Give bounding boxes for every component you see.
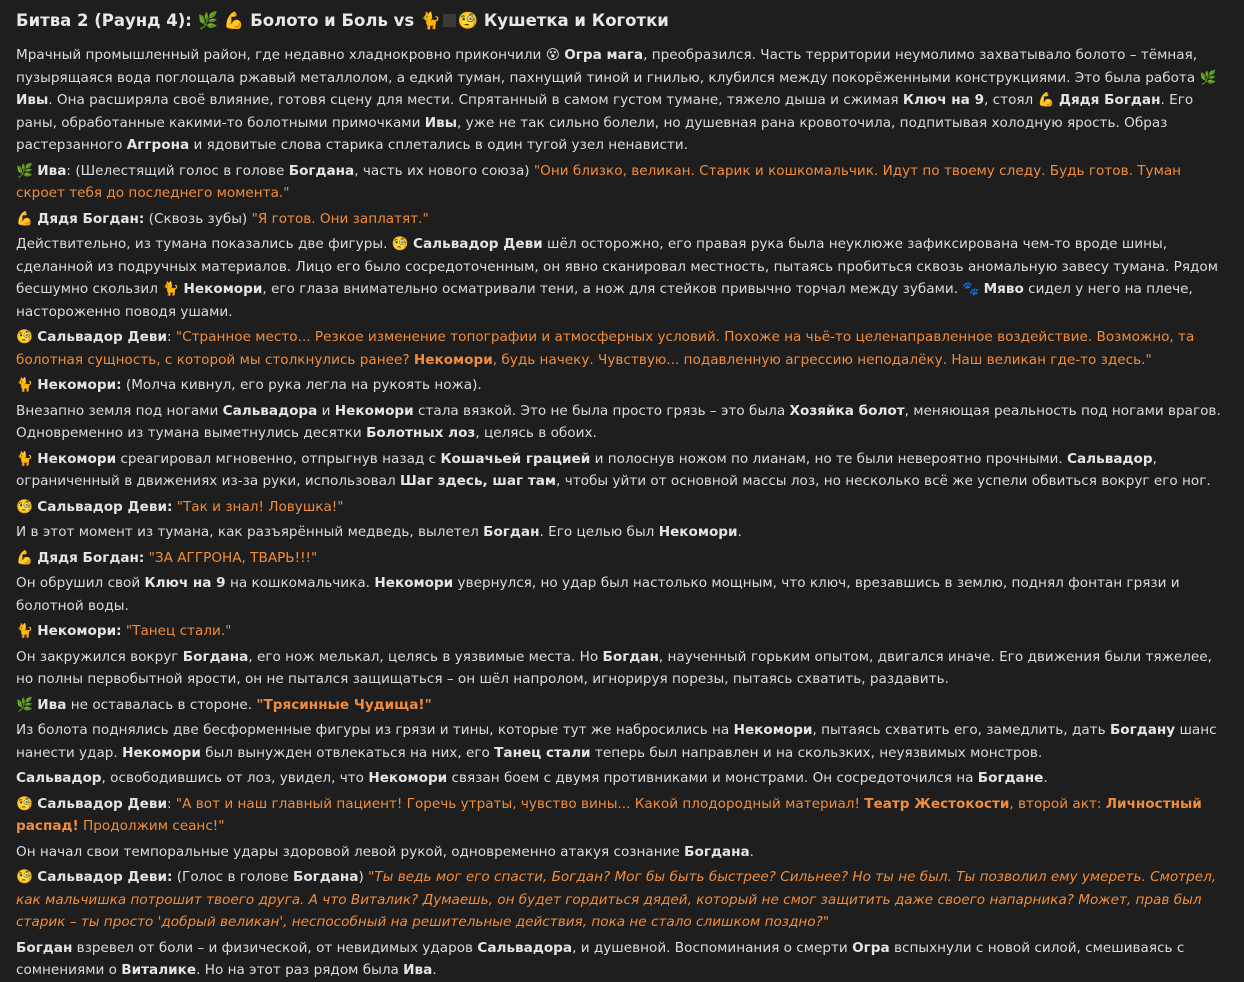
quote: "Они близко, великан. Старик и кошкомальчик. Идут по твоему следу. Будь готов. Туман скроет тебя до последнего момента.": [16, 162, 1182, 201]
monocle-face-icon: 🧐: [16, 869, 33, 885]
quote-text: Продолжим сеанс!": [78, 818, 225, 834]
cat-icon: 🐈: [162, 281, 180, 297]
text: Из болота поднялись две бесформенные фигуры из грязи и тины, которые тут же набросились на: [16, 722, 734, 738]
paragraph-18: [16, 793, 1228, 838]
text: вспыхнули с новой силой, смешиваясь с сомнениями о: [16, 939, 1185, 978]
bold-text: Шаг здесь, шаг там: [399, 473, 557, 489]
text: увернулся, но удар был настолько мощным, что ключ, врезавшись в землю, поднял фонтан грязи и болотной воды.: [16, 575, 1180, 614]
text: , и душевной. Воспоминания о смерти: [572, 939, 853, 956]
text: взревел от боли – и физической, от невидимых ударов: [72, 939, 478, 956]
text: и полоснув ножом по лианам, но те были невероятно прочными.: [590, 450, 1068, 467]
cat-icon: 🐈: [419, 11, 441, 30]
text: и: [317, 402, 335, 419]
text: .: [749, 843, 754, 860]
spiral-eyes-icon: 😵: [545, 47, 560, 63]
text: , ограниченный в движениях из-за руки, использовал: [16, 450, 1157, 489]
bold-text: Хозяйка болот: [789, 402, 905, 419]
paragraph-6: [16, 374, 1228, 397]
quote: "Я готов. Они заплатят.": [251, 210, 429, 227]
bold-text: Сальвадор: [1067, 450, 1153, 467]
paragraph-16: [16, 719, 1228, 764]
bold-text: Богдан: [483, 524, 540, 540]
bold-text: Танец стали: [494, 744, 591, 761]
title-prefix: Битва 2 (Раунд 4):: [16, 11, 198, 30]
quote: "Так и знал! Ловушка!": [176, 498, 344, 515]
text: шёл осторожно, его правая рука была неуклюже зафиксирована чем-то вроде шины, сделанной из подручных материалов. Лицо его было сосредоточенным, он явно сканировал местность, пытаясь пробиться сквозь аномальную завесу тумана. Рядом бесшумно скользил: [16, 236, 1219, 297]
text: Действительно, из тумана показались две фигуры.: [16, 236, 392, 252]
text: шанс нанести удар.: [16, 722, 1217, 761]
text: , целясь в обоих.: [475, 425, 597, 441]
text: Он начал свои темпоральные удары здоровой левой рукой, одновременно атакуя сознание: [16, 843, 685, 860]
text: Он закружился вокруг: [16, 648, 183, 665]
paragraph-14: [16, 646, 1228, 691]
bold-text: Дядя Богдан:: [37, 549, 145, 566]
bold-text: Некомори: [183, 281, 263, 297]
text: И в этот момент из тумана, как разъярённый медведь, вылетел: [16, 524, 484, 540]
text: .: [1043, 770, 1048, 786]
text: (Сквозь зубы): [144, 210, 252, 227]
bold-text: Некомори: [368, 770, 448, 786]
text: . Его целью был: [539, 524, 659, 540]
bold-text: Дядя Богдан:: [37, 210, 145, 227]
text: (Голос в голове: [172, 869, 293, 885]
text: Он обрушил свой: [16, 575, 145, 591]
bold-text: Болотных лоз: [366, 425, 476, 441]
text: Внезапно земля под ногами: [16, 402, 223, 419]
paragraph-5: [16, 326, 1228, 371]
text: теперь был направлен и на скользких, неуязвимых монстров.: [590, 744, 1043, 761]
paragraph-4: [16, 233, 1228, 323]
bold-text: Сальвадора: [222, 402, 318, 419]
bold-text: Некомори:: [37, 623, 122, 639]
quote: "Трясинные Чудища!": [256, 696, 432, 713]
text: связан боем с двумя противниками и монстрами. Он сосредоточился на: [447, 770, 978, 786]
monocle-face-icon: 🧐: [391, 236, 409, 252]
bold-text: Сальвадор Деви: [37, 329, 167, 345]
text: . Но на этот раз рядом была: [196, 962, 404, 978]
bold-text: Сальвадор Деви:: [37, 498, 173, 515]
bold-text: Богдана: [288, 162, 355, 179]
text: .: [737, 524, 742, 540]
quote-text: , второй акт:: [1009, 795, 1106, 812]
bold-text: Ивы: [424, 114, 458, 131]
paragraph-15: [16, 694, 1228, 717]
bold-text: Сальвадора: [477, 939, 573, 956]
bold-text: Богдане: [977, 770, 1044, 786]
quote: [16, 329, 1194, 368]
text: . Его раны, обработанные какими-то болотными примочками: [16, 92, 1194, 131]
bold-text: Богдана: [292, 869, 359, 885]
text: , меняющая реальность под ногами врагов. Одновременно из тумана выметнулись десятки: [16, 402, 1221, 441]
paragraph-12: [16, 572, 1228, 617]
bold-text: Ивы: [16, 92, 49, 108]
text: , уже не так сильно болели, но душевная рана кровоточила, подпитывая холодную ярость. Образ растерзанного: [16, 114, 1168, 153]
bold-text: Богдану: [1109, 722, 1176, 738]
paragraph-11: [16, 547, 1228, 570]
bold-text: Ива: [37, 696, 67, 713]
muscle-icon: 💪: [1037, 92, 1055, 108]
paragraph-2: [16, 160, 1228, 205]
quote: [16, 796, 1202, 835]
paragraph-20: [16, 866, 1228, 934]
text: на кошкомальчика.: [225, 575, 375, 591]
herb-icon: 🌿: [1199, 69, 1217, 86]
bold-text: Некомори: [37, 450, 117, 467]
bold-text: Ива: [37, 162, 67, 179]
cat-icon: 🐈: [16, 377, 33, 393]
bold-text: Ключ на 9: [902, 92, 985, 108]
bold-text: Богдан: [602, 648, 659, 665]
bold-text: Сальвадор: [16, 770, 102, 786]
text: был вынужден отвлекаться на них, его: [200, 744, 495, 761]
bold-text: Богдана: [684, 843, 750, 860]
team2-name: Кушетка и Коготки: [478, 11, 669, 30]
text: , преобразился. Часть территории неумолимо захватывало болото – тёмная, пузырящаяся вода поглощала ржавый металлолом, а едкий туман, пахнущий тиной и гнилью, клубился между покорёженными конструкциями. Это была работа: [16, 47, 1200, 86]
text: среагировал мгновенно, отпрыгнув назад с: [116, 450, 441, 467]
text: : (Шелестящий голос в голове: [66, 162, 289, 179]
bold-text: Богдан: [16, 939, 73, 956]
bold-text: Виталике: [121, 962, 197, 978]
bold-text: Аггрона: [126, 137, 190, 153]
monocle-face-icon: 🧐: [457, 11, 479, 30]
paragraph-10: [16, 521, 1228, 544]
text: , его глаза внимательно осматривали тени, а нож для стейков привычно торчал между зубами.: [262, 281, 963, 297]
text: :: [166, 329, 176, 345]
paragraph-7: [16, 400, 1228, 445]
bold-text: Дядя Богдан: [1058, 92, 1161, 108]
bold-text: Некомори: [658, 524, 738, 540]
quote: "ЗА АГГРОНА, ТВАРЬ!!!": [148, 549, 318, 566]
monocle-face-icon: 🧐: [16, 329, 33, 345]
text: , стоял: [984, 92, 1038, 108]
bold-text: Сальвадор Деви: [37, 795, 167, 812]
text: :: [166, 795, 176, 812]
paragraph-3: [16, 208, 1228, 231]
bold-text: Кошачьей грацией: [440, 450, 591, 467]
paragraph-8: [16, 448, 1228, 493]
bold-text: Ива: [403, 962, 433, 978]
black-square-icon: [443, 14, 456, 27]
paragraph-13: [16, 620, 1228, 643]
bold-text: Некомори: [334, 402, 414, 419]
text: не оставалась в стороне.: [66, 696, 257, 713]
herb-icon: 🌿: [16, 696, 33, 713]
paragraph-17: [16, 767, 1228, 790]
paragraph-9: [16, 496, 1228, 519]
bold-text: Богдана: [182, 648, 249, 665]
bold-text: Некомори: [733, 722, 813, 738]
monocle-face-icon: 🧐: [16, 795, 33, 812]
quote-bold: Некомори: [413, 351, 493, 368]
paw-prints-icon: 🐾: [962, 281, 980, 297]
text: ): [358, 869, 369, 885]
bold-text: Ключ на 9: [144, 575, 226, 591]
muscle-icon: 💪: [16, 210, 33, 227]
text: и ядовитые слова старика сплетались в один тугой узел ненависти.: [189, 137, 689, 153]
quote-text: "Странное место... Резкое изменение топографии и атмосферных условий. Похоже на чьё-то целенаправленное воздействие. Возможно, та болотная сущность, с которой мы столкнулись ранее?: [16, 329, 1195, 368]
quote-italic: "Ты ведь мог его спасти, Богдан? Мог бы быть быстрее? Сильнее? Но ты не был. Ты позволил ему умереть. Смотрел, как мальчишка потрошит твоего друга. А что Виталик? Думаешь, он будет гордиться дядей, который не смог защитить даже своего напарника? Может, прав был старик – ты просто 'добрый великан', неспособный на решительные действия, пока не стало слишком поздно?": [16, 869, 1217, 930]
quote-text: , будь начеку. Чувствую... подавленную агрессию неподалёку. Наш великан где-то здесь.": [492, 351, 1152, 368]
muscle-icon: 💪: [16, 549, 33, 566]
text: , наученный горьким опытом, двигался иначе. Его движения были тяжелее, но полны первобытной ярости, он не пытался защищаться – он шёл напролом, игнорируя порезы, пытаясь схватить, раздавить.: [16, 648, 1212, 687]
bold-text: Мяво: [983, 281, 1024, 297]
text: (Молча кивнул, его рука легла на рукоять ножа).: [121, 377, 482, 393]
herb-icon: 🌿: [16, 162, 33, 179]
cat-icon: 🐈: [16, 450, 33, 467]
quote-bold: Личностный распад!: [16, 795, 1202, 834]
text: , его нож мелькал, целясь в уязвимые места. Но: [248, 648, 603, 665]
cat-icon: 🐈: [16, 623, 33, 639]
bold-text: Сальвадор Деви: [413, 236, 543, 252]
text: , часть их нового союза): [354, 162, 534, 179]
paragraph-21: [16, 937, 1228, 982]
text: , чтобы уйти от основной массы лоз, но несколько всё же успели обвиться вокруг его ног.: [556, 473, 1211, 489]
paragraph-1: [16, 44, 1228, 157]
bold-text: Некомори: [374, 575, 454, 591]
bold-text: Некомори:: [37, 377, 122, 393]
quote-bold: Театр Жестокости: [864, 795, 1010, 812]
text: . Она расширяла своё влияние, готовя сцену для мести. Спрятанный в самом густом тумане, тяжело дыша и сжимая: [48, 92, 903, 108]
herb-muscle-icons: 🌿 💪: [197, 11, 245, 30]
text: .: [432, 962, 437, 978]
monocle-face-icon: 🧐: [16, 498, 33, 515]
text: , пытаясь схватить его, замедлить, дать: [812, 722, 1110, 738]
battle-title: [16, 10, 1228, 32]
bold-text: Некомори: [122, 744, 201, 761]
quote: "Танец стали.": [125, 623, 232, 639]
quote-text: "А вот и наш главный пациент! Горечь утраты, чувство вины... Какой плодородный материал!: [175, 795, 865, 812]
bold-text: Огра мага: [564, 47, 644, 63]
text: Мрачный промышленный район, где недавно хладнокровно прикончили: [16, 47, 546, 63]
bold-text: Огра: [852, 939, 890, 956]
text: , освободившись от лоз, увидел, что: [101, 770, 369, 786]
bold-text: Сальвадор Деви:: [37, 869, 173, 885]
team1-name: Болото и Боль vs: [244, 11, 420, 30]
text: сидел у него на плече, настороженно поводя ушами.: [16, 281, 1193, 320]
paragraph-19: [16, 841, 1228, 864]
text: стала вязкой. Это не была просто грязь – это была: [413, 402, 790, 419]
